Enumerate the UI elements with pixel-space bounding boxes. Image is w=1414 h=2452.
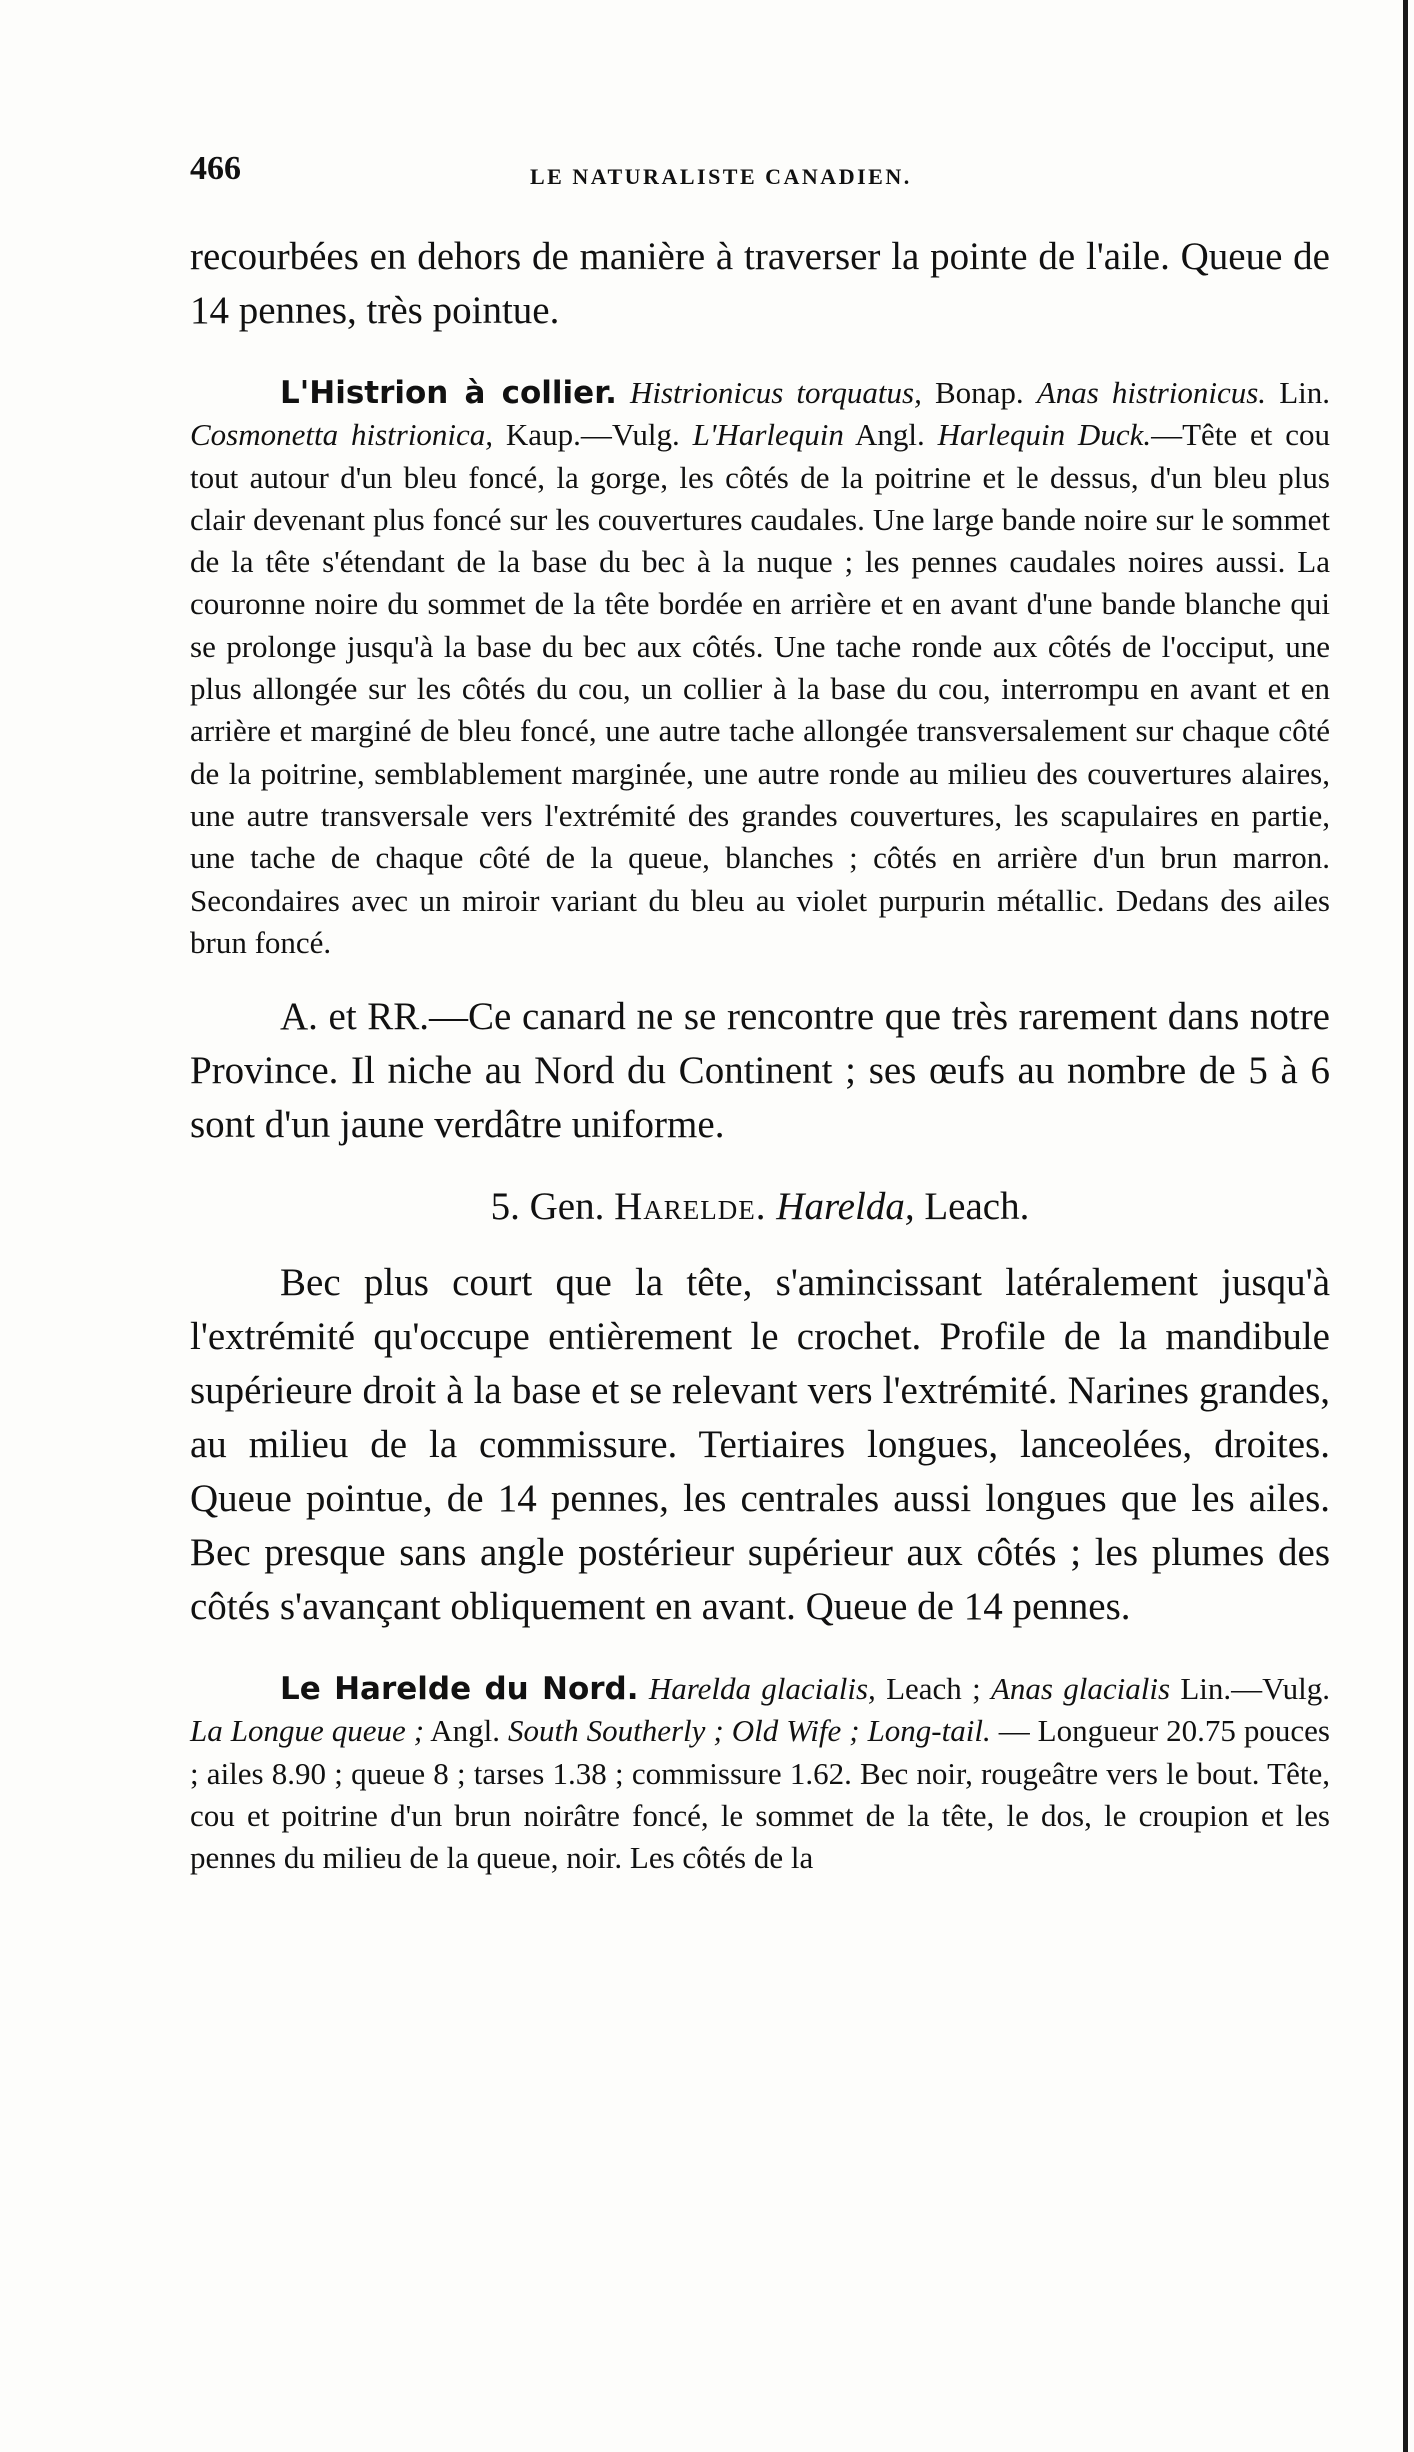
scientific-name: Anas histrionicus.	[1036, 375, 1267, 410]
page-number: 466	[190, 150, 241, 187]
vernacular-name: L'Harlequin	[692, 417, 844, 453]
species-entry-histrion	[190, 372, 1330, 964]
authority: Lin.	[1266, 375, 1330, 410]
label-angl: Angl.	[424, 1713, 509, 1749]
label-angl: Angl.	[843, 417, 938, 453]
description: — Longueur 20.75 pouces ; ailes 8.90 ; queue 8 ; tarses 1.38 ; commissure 1.62. Bec noir, rougeâtre vers le bout. Tête, cou et poitrine d'un brun noirâtre foncé, le sommet de la tête, le dos, le croupion et les pennes du milieu de la queue, noir. Les côtés de la	[190, 1713, 1330, 1876]
genus-name: Harelde.	[614, 1185, 767, 1229]
species-name: L'Histrion à collier.	[280, 375, 617, 411]
running-head: LE NATURALISTE CANADIEN.	[530, 164, 912, 189]
scientific-name: Anas glacialis	[990, 1671, 1171, 1707]
english-name: Harlequin Duck.	[937, 417, 1152, 453]
scientific-name: Cosmonetta histrionica,	[190, 417, 494, 453]
authority: Lin.—Vulg.	[1170, 1671, 1330, 1707]
genus-scientific-name: Harelda,	[776, 1185, 915, 1229]
species-entry-harelde	[190, 1668, 1330, 1879]
scientific-name: Histrionicus torquatus,	[629, 375, 922, 410]
paragraph-genus-description: Bec plus court que la tête, s'amincissant latéralement jusqu'à l'extrémité qu'occupe entièrement le crochet. Profile de la mandibule supérieure droit à la base et se relevant vers l'extrémité. Narines grandes, au milieu de la commissure. Tertiaires longues, lanceolées, droites. Queue pointue, de 14 pennes, les centrales aussi longues que les ailes. Bec presque sans angle postérieur supérieur aux côtés ; les plumes des côtés s'avançant obliquement en avant. Queue de 14 pennes.	[190, 1261, 1330, 1629]
scientific-name: Harelda glacialis,	[648, 1671, 876, 1707]
description: —Tête et cou tout autour d'un bleu foncé, la gorge, les côtés de la poitrine et le dessus, d'un bleu plus clair devenant plus foncé sur les couvertures caudales. Une large bande noire sur le sommet de la tête s'étendant de la base du bec à la nuque ; les pennes caudales noires aussi. La couronne noire du sommet de la tête bordée en arrière et en avant d'une bande blanche qui se prolonge jusqu'à la base du bec aux côtés. Une tache ronde aux côtés de l'occiput, une plus allongée sur les côtés du cou, un collier à la base du cou, interrompu en avant et en arrière et marginé de bleu foncé, une autre tache allongée transversalement sur chaque côté de la poitrine, semblablement marginée, une autre ronde au milieu des couvertures alaires, une autre transversale vers l'extrémité des grandes couvertures, les scapulaires en partie, une tache de chaque côté de la queue, blanches ; côtés en arrière d'un brun marron. Secondaires avec un miroir variant du bleu au violet purpurin métallic. Dedans des ailes brun foncé.	[190, 417, 1331, 960]
authority: Leach ;	[875, 1671, 991, 1707]
species-name: Le Harelde du Nord.	[280, 1671, 639, 1708]
page-edge-shadow	[1403, 0, 1408, 2452]
page	[190, 150, 1330, 1880]
vernacular-name: La Longue queue ;	[190, 1713, 425, 1749]
paragraph-intro: recourbées en dehors de manière à traverser la pointe de l'aile. Queue de 14 pennes, très pointue.	[190, 235, 1330, 332]
genus-authority: Leach.	[914, 1185, 1030, 1229]
authority: Kaup.—Vulg.	[493, 417, 693, 453]
english-name: South Southerly ; Old Wife ; Long-tail.	[508, 1713, 991, 1749]
paragraph-rarity: A. et RR.—Ce canard ne se rencontre que très rarement dans notre Province. Il niche au Nord du Continent ; ses œufs au nombre de 5 à 6 sont d'un jaune verdâtre uniforme.	[190, 995, 1330, 1147]
page-header	[190, 150, 1330, 210]
authority: Bonap.	[921, 375, 1037, 410]
genus-heading	[190, 1180, 1330, 1234]
genus-prefix: 5. Gen.	[490, 1185, 615, 1229]
